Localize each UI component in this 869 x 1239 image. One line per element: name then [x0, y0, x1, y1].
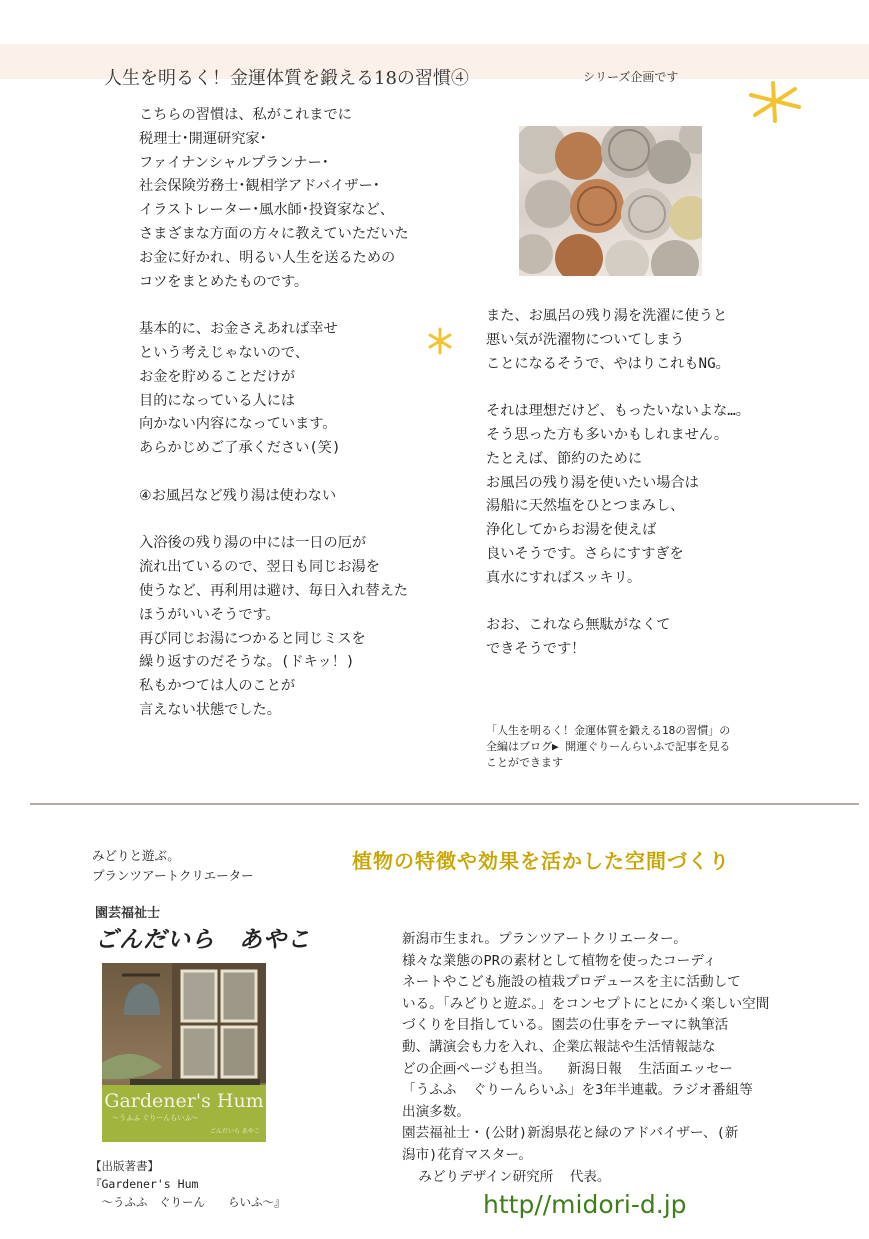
series-title: 人生を明るく！金運体質を鍛える18の習慣④ — [104, 68, 469, 89]
coins-photo — [519, 126, 702, 276]
book-cover — [102, 963, 266, 1142]
publication-info: 【出版著書】 『Gardener's Hum 〜うふふ ぐりーん らいふ〜』 — [90, 1159, 286, 1209]
book-cover-author: ごんだいら あやこ — [210, 1128, 260, 1135]
series-label: シリーズ企画です — [583, 70, 679, 84]
book-cover-title: Gardener's Hum — [104, 1090, 264, 1112]
section-divider — [30, 803, 859, 805]
qualification-label: 園芸福祉士 — [95, 906, 161, 921]
blog-footnote: 「人生を明るく！金運体質を鍛える18の習慣」の 全編はブログ▶ 開運ぐりーんらいふで記事を見る ことができます — [486, 724, 731, 769]
author-name: ごんだいら あやこ — [95, 927, 311, 953]
profile-headline: 植物の特徴や効果を活かした空間づくり — [352, 849, 730, 873]
author-bio: 新潟市生まれ。プランツアートクリエーター。 様々な業態のPRの素材として植物を使ったコーディ ネートやこども施設の植栽プロデュースを主に活動して いる。「みどりと遊ぶ。」をコンセプトにとにかく楽しい空間 づくりを目指している。園芸の仕事をテーマに執筆活 動、講演会も力を入れ、企業広報誌や生活情報誌な どの企画ページも担当。 新潟日報 生活面エッセー 「うふふ ぐりーんらいふ」を3年半連載。ラジオ番組等 出演多数。 園芸福祉士・(公財)新潟県花と緑のアドバイザー、(新 潟市)花育マスター。 みどりデザイン研究所 代表。 — [402, 931, 770, 1185]
article-left-column: こちらの習慣は、私がこれまでに 税理士･開運研究家･ ファイナンシャルプランナー･ 社会保険労務士･観相学アドバイザー･ イラストレーター･風水師･投資家など、 さまざまな方面の方々に教えていただいた お金に好かれ、明るい人生を送るための コツをまとめたものです。 基本的に、お金さえあれば幸せ という考えじゃないので、 お金を貯めることだけが 目的になっている人には 向かない内容になっています。 あらかじめご了承ください(笑) ④お風呂など残り湯は使わない 入浴後の残り湯の中には一日の厄が 流れ出ているので、翌日も同じお湯を 使うなど、再利用は避け、毎日入れ替えた ほうがいいそうです。 再び同じお湯につかると同じミスを 繰り返すのだそうな。(ドキッ！) 私もかつては人のことが 言えない状態でした。 — [139, 107, 409, 718]
profile-tagline: みどりと遊ぶ。 プランツアートクリエーター — [92, 848, 254, 883]
website-link[interactable]: http//midori-d.jp — [483, 1190, 687, 1219]
article-right-column: また、お風呂の残り湯を洗濯に使うと 悪い気が洗濯物についてしまう ことになるそうで、やはりこれもNG。 それは理想だけど、もったいないよな…。 そう思った方も多いかもしれません。 たとえば、節約のために お風呂の残り湯を使いたい場合は 湯船に天然塩をひとつまみし、 浄化してからお湯を使えば 良いそうです。さらにすすぎを 真水にすればスッキリ。 おお、これなら無駄がなくて できそうです！ — [486, 308, 750, 658]
book-cover-subtitle: 〜うふふ ぐりーんらいふ〜 — [112, 1114, 199, 1122]
